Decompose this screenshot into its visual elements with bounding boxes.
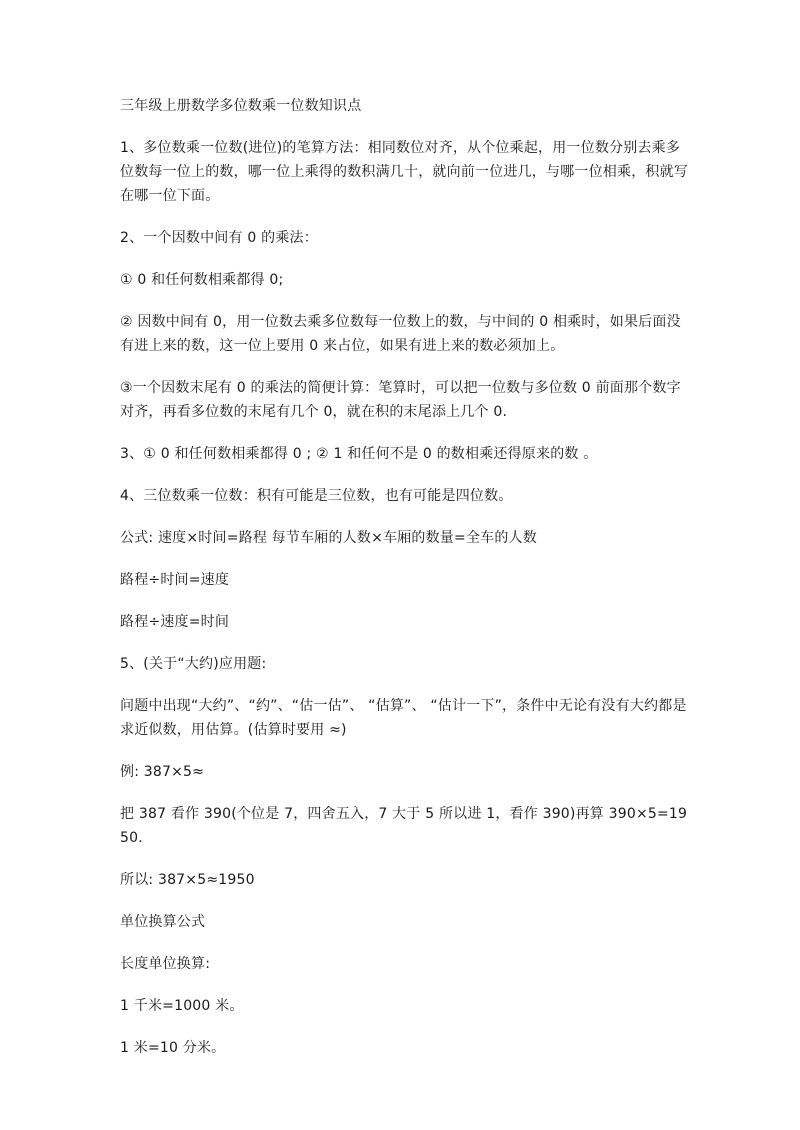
paragraph-7: 4、三位数乘一位数：积有可能是三位数，也有可能是四位数。 [120,488,513,504]
paragraph-13: 例: 387×5≈ [120,764,205,780]
paragraph-18: 1 千米=1000 米。 [120,998,244,1014]
paragraph-14: 把 387 看作 390(个位是 7，四舍五入，7 大于 5 所以进 1，看作 390)再算 390×5=1950. [120,806,688,846]
document-page [120,94,690,1078]
paragraph-8: 公式: 速度×时间=路程 每节车厢的人数×车厢的数量=全车的人数 [120,530,537,546]
paragraph-12: 问题中出现“大约”、“约”、“估一估”、 “估算”、 “估计一下”，条件中无论有没有大约都是求近似数，用估算。(估算时要用 ≈) [120,698,687,738]
paragraph-17: 长度单位换算: [120,956,211,972]
paragraph-6: 3、① 0 和任何数相乘都得 0 ; ② 1 和任何不是 0 的数相乘还得原来的数 。 [120,446,598,462]
paragraph-4: ② 因数中间有 0，用一位数去乘多位数每一位数上的数，与中间的 0 相乘时，如果后面没有进上来的数，这一位上要用 0 来占位，如果有进上来的数必须加上。 [120,314,681,354]
paragraph-10: 路程÷速度=时间 [120,614,230,630]
paragraph-11: 5、(关于“大约)应用题: [120,656,267,672]
paragraph-15: 所以: 387×5≈1950 [120,872,255,888]
document-title: 三年级上册数学多位数乘一位数知识点 [120,98,362,114]
paragraph-1: 1、多位数乘一位数(进位)的笔算方法：相同数位对齐，从个位乘起，用一位数分别去乘多位数每一位上的数，哪一位上乘得的数积满几十，就向前一位进几，与哪一位相乘，积就写在哪一位下面。 [120,140,688,204]
paragraph-5: ③一个因数末尾有 0 的乘法的简便计算：笔算时，可以把一位数与多位数 0 前面那个数字对齐，再看多位数的末尾有几个 0，就在积的末尾添上几个 0. [120,380,681,420]
paragraph-3: ① 0 和任何数相乘都得 0; [120,272,284,288]
paragraph-9: 路程÷时间=速度 [120,572,230,588]
paragraph-2: 2、一个因数中间有 0 的乘法： [120,230,318,246]
paragraph-19: 1 米=10 分米。 [120,1040,226,1056]
paragraph-16: 单位换算公式 [120,914,206,930]
